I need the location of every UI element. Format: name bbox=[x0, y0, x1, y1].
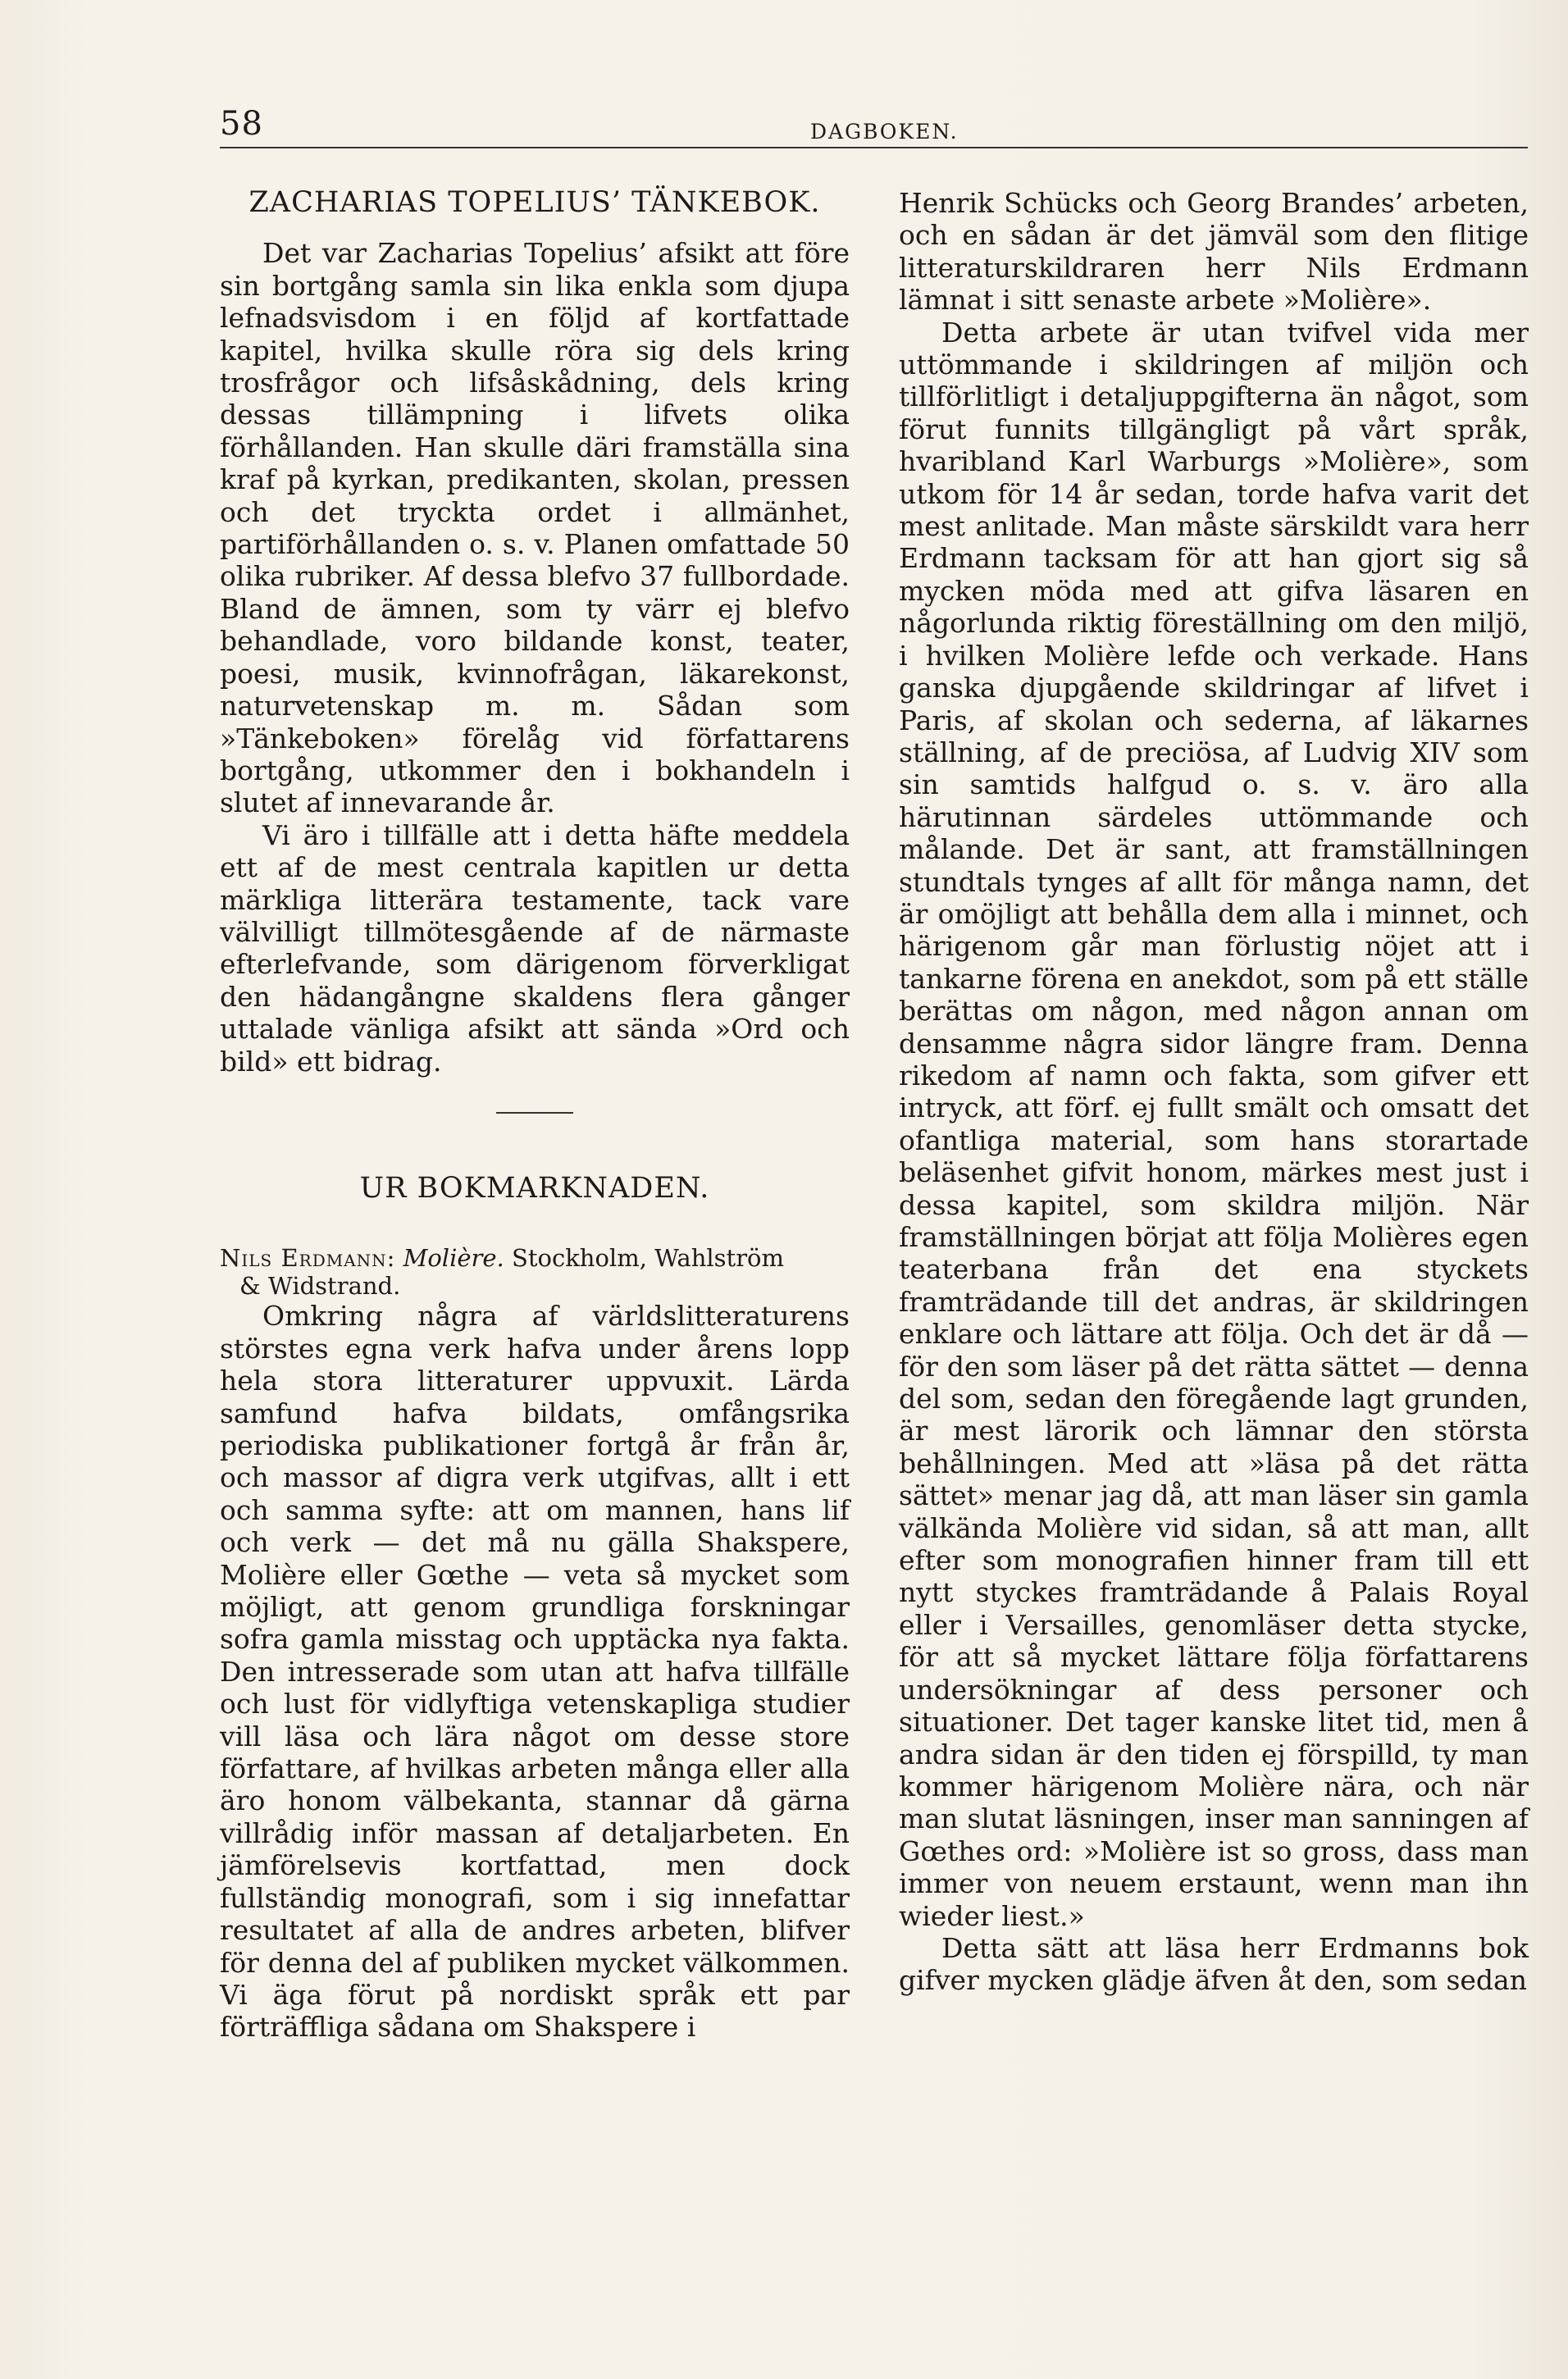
paragraph-review-2: Henrik Schücks och Georg Brandes’ arbeten, och en sådan är det jämväl som den flitige litteraturskildraren herr Nils Erdmann lämnat i sitt senaste arbete »Molière». bbox=[899, 187, 1529, 317]
paragraph-review-3: Detta arbete är utan tvifvel vida mer uttömmande i skildringen af miljön och tillförlitligt i detaljuppgifterna än något, som förut funnits tillgängligt på vårt språk, hvaribland Karl Warburgs »Molière», som utkom för 14 år sedan, torde hafva varit det mest anlitade. Man måste särskildt vara herr Erdmann tacksam för att han gjort sig så mycken möda med att gifva läsaren en någorlunda riktig föreställning om den miljö, i hvilken Molière lefde och verkade. Hans ganska djupgående skildringar af lifvet i Paris, af skolan och sederna, af läkarnes ställning, af de preciösa, af Ludvig XIV som sin samtids halfgud o. s. v. äro alla härutinnan särdeles uttömmande och målande. Det är sant, att framställningen stundtals tynges af allt för många namn, det är omöjligt att behålla dem alla i minnet, och härigenom går man förlustig nöjet att i tankarne förena en anekdot, som på ett ställe berättas om någon, med någon annan om densamme några sidor längre fram. Denna rikedom af namn och fakta, som gifver ett intryck, att förf. ej fullt smält och omsatt det ofantliga material, som hans storartade beläsenhet gifvit honom, märkes mest just i dessa kapitel, som skildra miljön. När framställningen börjat att följa Molières egen teaterbana från det ena styckets framträdande till det andras, är skildringen enklare och lättare att följa. Och det är då — för den som läser på det rätta sättet — denna del som, sedan den föregående lagt grunden, är mest lärorik och lämnar den största behållningen. Med att »läsa på det rätta sättet» menar jag då, att man läser sin gamla välkända Molière vid sidan, så att man, allt efter som monografien hinner fram till ett nytt styckes framträdande å Palais Royal eller i Versailles, genomläser detta stycke, för att så mycket lättare följa författarens undersökningar af dess personer och situationer. Det tager kanske litet tid, men å andra sidan är den tiden ej förspilld, ty man kommer härigenom Molière nära, och när man slutat läsningen, inser man sanningen af Gœthes ord: »Molière ist so gross, dass man immer von neuem erstaunt, wenn man ihn wieder liest.» bbox=[899, 316, 1529, 1932]
citation-publisher: & Widstrand. bbox=[239, 1272, 401, 1301]
right-column bbox=[899, 187, 1529, 1997]
header-rule bbox=[220, 147, 1528, 148]
citation-author: Nils Erdmann: bbox=[220, 1244, 396, 1273]
citation-title: Molière. bbox=[403, 1244, 504, 1273]
page-number: 58 bbox=[220, 105, 263, 143]
section-separator bbox=[496, 1112, 573, 1114]
book-citation bbox=[220, 1244, 850, 1300]
running-head: DAGBOKEN. bbox=[810, 120, 959, 144]
section-title-topelius: ZACHARIAS TOPELIUS’ TÄNKEBOK. bbox=[248, 186, 821, 219]
paragraph-topelius-2: Vi äro i tillfälle att i detta häfte meddela ett af de mest centrala kapitlen ur detta märkliga litterära testamente, tack vare välvilligt tillmötesgående af de närmaste efterlefvande, som därigenom förverkligat den hädangångne skaldens flera gånger uttalade vänliga afsikt att sända »Ord och bild» ett bidrag. bbox=[220, 818, 850, 1078]
paragraph-topelius-1: Det var Zacharias Topelius’ afsikt att före sin bortgång samla sin lika enkla som djupa lefnadsvisdom i en följd af kortfattade kapitel, hvilka skulle röra sig dels kring trosfrågor och lifsåskådning, dels kring dessas tillämpning i lifvets olika förhållanden. Han skulle däri framställa sina kraf på kyrkan, predikanten, skolan, pressen och det tryckta ordet i allmänhet, partiförhållanden o. s. v. Planen omfattade 50 olika rubriker. Af dessa blefvo 37 fullbordade. Bland de ämnen, som ty värr ej blefvo behandlade, voro bildande konst, teater, poesi, musik, kvinnofrågan, läkarekonst, naturvetenskap m. m. Sådan som »Tänkeboken» förelåg vid författarens bortgång, utkommer den i bokhandeln i slutet af innevarande år. bbox=[220, 237, 850, 819]
paragraph-review-4: Detta sätt att läsa herr Erdmanns bok gifver mycken glädje äfven åt den, som sedan bbox=[899, 1931, 1529, 1997]
left-column bbox=[220, 187, 850, 2044]
citation-place: Stockholm, Wahlström bbox=[511, 1244, 785, 1273]
paragraph-review-1: Omkring några af världslitteraturens störstes egna verk hafva under årens lopp hela stora litteraturer uppvuxit. Lärda samfund hafva bildats, omfångsrika periodiska publikationer fortgå år från år, och massor af digra verk utgifvas, allt i ett och samma syfte: att om mannen, hans lif och verk — det må nu gälla Shakspere, Molière eller Gœthe — veta så mycket som möjligt, att genom grundliga forskningar sofra gamla misstag och upptäcka nya fakta. Den intresserade som utan att hafva tillfälle och lust för vidlyftiga vetenskapliga studier vill läsa och lära något om desse store författare, af hvilkas arbeten många eller alla äro honom välbekanta, stannar då gärna villrådig inför massan af detaljarbeten. En jämförelsevis kortfattad, men dock fullständig monografi, som i sig innefattar resultatet af alla de andres arbeten, blifver för denna del af publiken mycket välkommen. Vi äga förut på nordiskt språk ett par förträffliga sådana om Shakspere i bbox=[220, 1300, 850, 2044]
section-title-bokmarknaden: UR BOKMARKNADEN. bbox=[359, 1171, 710, 1205]
